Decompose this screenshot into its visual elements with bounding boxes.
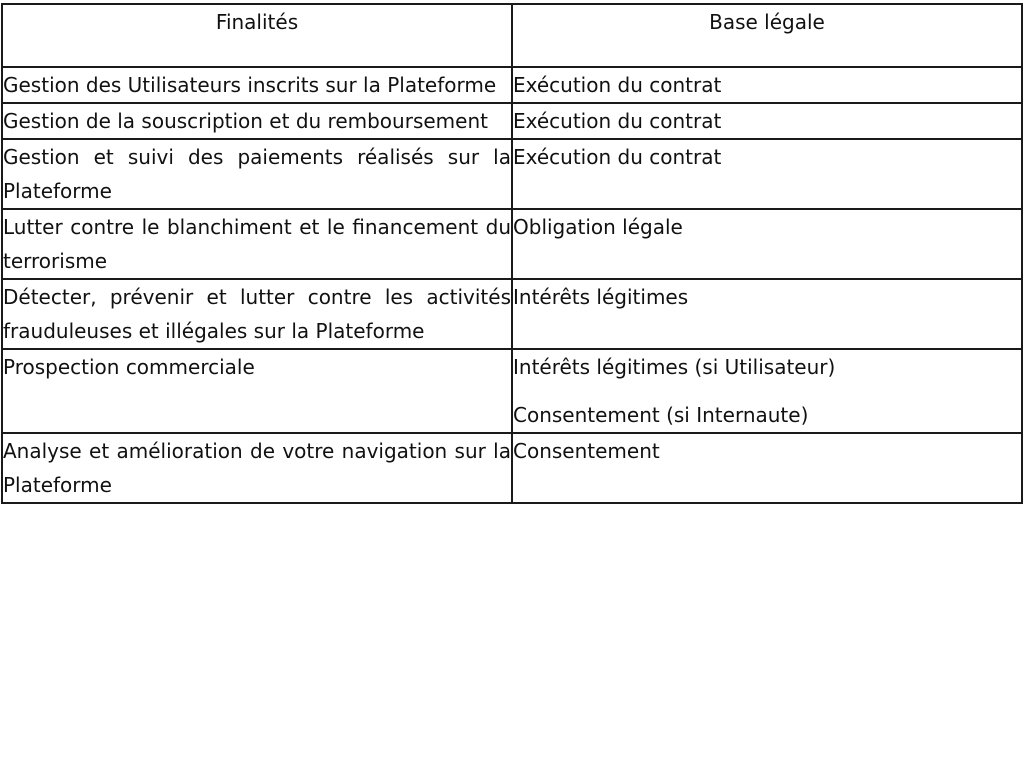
legal-basis-cell	[512, 349, 1022, 433]
legal-basis-value: Obligation légale	[513, 215, 683, 239]
table-row	[2, 279, 1022, 349]
table-row	[2, 349, 1022, 433]
purpose-cell: Prospection commerciale	[2, 349, 512, 433]
legal-basis-value: Exécution du contrat	[513, 73, 722, 97]
legal-basis-cell	[512, 209, 1022, 279]
legal-basis-value: Exécution du contrat	[513, 109, 722, 133]
purpose-cell: Détecter, prévenir et lutter contre les activités frauduleuses et illégales sur la Plateforme	[2, 279, 512, 349]
legal-basis-cell	[512, 279, 1022, 349]
legal-basis-table	[1, 3, 1023, 504]
purpose-cell: Gestion des Utilisateurs inscrits sur la Plateforme	[2, 67, 512, 103]
table-row	[2, 139, 1022, 209]
table-header-row	[2, 4, 1022, 67]
table-row	[2, 209, 1022, 279]
table-row	[2, 433, 1022, 503]
legal-basis-value: Intérêts légitimes	[513, 285, 689, 309]
table-row	[2, 67, 1022, 103]
purpose-cell: Gestion et suivi des paiements réalisés sur la Plateforme	[2, 139, 512, 209]
legal-basis-cell	[512, 67, 1022, 103]
legal-basis-value: Consentement	[513, 439, 660, 463]
legal-basis-cell	[512, 103, 1022, 139]
purpose-cell: Lutter contre le blanchiment et le financement du terrorisme	[2, 209, 512, 279]
legal-basis-value: Intérêts légitimes (si Utilisateur)	[513, 355, 836, 379]
legal-basis-cell	[512, 433, 1022, 503]
table-row	[2, 103, 1022, 139]
legal-basis-value: Exécution du contrat	[513, 145, 722, 169]
header-legal-basis: Base légale	[512, 4, 1022, 67]
purpose-cell: Gestion de la souscription et du remboursement	[2, 103, 512, 139]
legal-basis-cell	[512, 139, 1022, 209]
header-purposes: Finalités	[2, 4, 512, 67]
legal-basis-value: Consentement (si Internaute)	[513, 403, 809, 427]
purpose-cell: Analyse et amélioration de votre navigation sur la Plateforme	[2, 433, 512, 503]
